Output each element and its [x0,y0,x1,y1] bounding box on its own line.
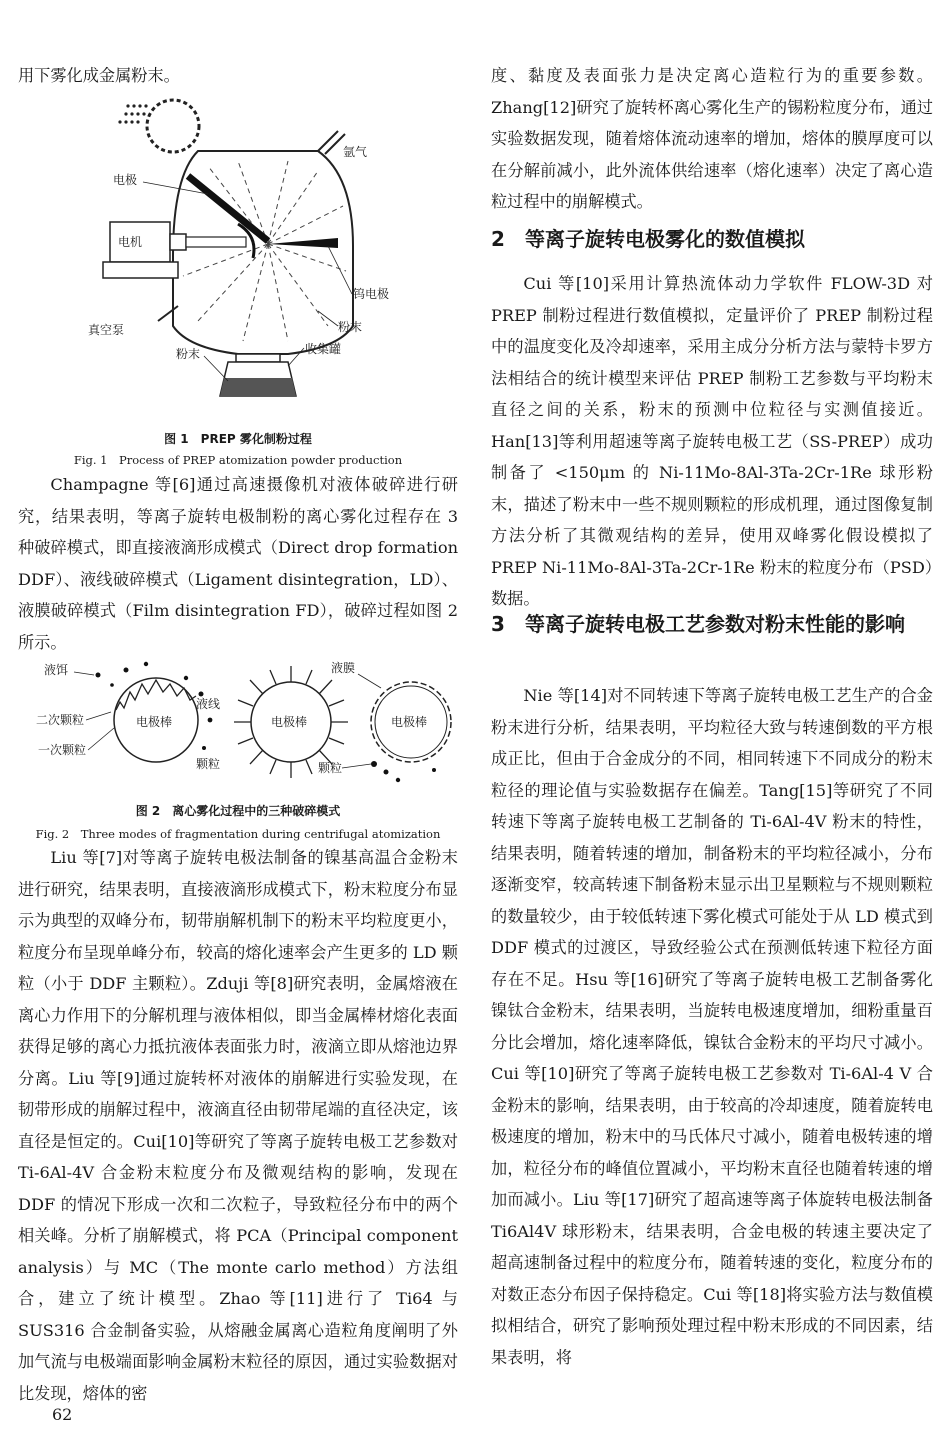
paragraph-intro-end: 用下雾化成金属粉末。 [18,66,180,85]
label-powder: 粉末 [338,320,363,334]
page-number: 62 [52,1405,73,1424]
label-powder-2: 粉末 [176,347,201,361]
label-ligament: 液线 [196,697,221,711]
label-tungsten: 钨电极 [353,287,390,301]
section-3-heading [491,607,950,641]
section-2-heading [491,222,933,256]
figure-2-caption-zh: 图 2 离心雾化过程中的三种破碎模式 [135,804,341,818]
label-film: 液膜 [331,661,356,675]
figure-2-fragmentation-modes [36,660,456,798]
paragraph-zhang: 度、黏度及表面张力是决定离心造粒行为的重要参数。Zhang[12]研究了旋转杯离心雾化生产的锡粉粒度分布，通过实验数据发现，随着熔体流动速率的增加，熔体的膜厚度可以在分解前减小，此外流体供给速率（熔化速率）决定了离心造粒过程中的崩解模式。 [491,66,933,211]
paragraph-cui-simulation: Cui 等[10]采用计算热流体动力学软件 FLOW-3D 对 PREP 制粉过程进行数值模拟，定量评价了 PREP 制粉过程中的温度变化及冷却速率，采用主成分分析方法与蒙特卡罗方法相结合的统计模型来评估 PREP 制粉工艺参数与平均粉末直径之间的关系，粉末的预测中位粒径与实测值接近。Han[13]等利用超速等离子旋转电极工艺（SS-PREP）成功制备了 <150μm 的 Ni-11Mo-8Al-3Ta-2Cr-1Re 球形粉末，描述了粉末中一些不规则颗粒的形成机理，通过图像复制方法分析了其微观结构的差异，使用双峰雾化假设模拟了 PREP Ni-11Mo-8Al-3Ta-2Cr-1Re 粉末的粒度分布（PSD）数据。 [491,274,933,608]
figure-1-prep-diagram [88,96,408,406]
section-2-number: 2 [491,227,505,251]
figure-1-caption-zh: 图 1 PREP 雾化制粉过程 [164,432,312,446]
label-particle-1: 颗粒 [196,757,221,771]
label-droplet: 液饵 [44,663,69,677]
section-3-number: 3 [491,612,505,636]
label-rod-3: 电极棒 [391,715,428,729]
section-3-title: 等离子旋转电极工艺参数对粉末性能的影响 [525,612,905,636]
figure-2-caption-en: Fig. 2 Three modes of fragmentation during centrifugal atomization [35,827,441,841]
label-secondary-particle: 二次颗粒 [36,713,85,727]
label-primary-particle: 一次颗粒 [38,743,87,757]
section-2-title: 等离子旋转电极雾化的数值模拟 [525,227,805,251]
label-collector: 收集罐 [305,342,342,356]
label-argon: 氩气 [343,145,368,159]
label-vacuum-pump: 真空泵 [88,323,125,337]
label-electrode: 电极 [113,173,138,187]
label-rod-1: 电极棒 [136,715,173,729]
label-particle-2: 颗粒 [318,761,343,775]
paragraph-nie: Nie 等[14]对不同转速下等离子旋转电极工艺生产的合金粉末进行分析，结果表明，平均粒径大致与转速倒数的平方根成正比，但由于合金成分的不同，相同转速下不同成分的粉末粒径的理论值与实验数据存在偏差。Tang[15]等研究了不同转速下等离子旋转电极工艺制备的 Ti-6Al-4V 粉末的特性，结果表明，随着转速的增加，制备粉末的平均粒径减小，分布逐渐变窄，较高转速下制备粉末显示出卫星颗粒与不规则颗粒的数量较少，由于较低转速下雾化模式可能处于从 LD 模式到 DDF 模式的过渡区，导致经验公式在预测低转速下粒径方面存在不足。Hsu 等[16]研究了等离子旋转电极工艺制备雾化镍钛合金粉末，结果表明，当旋转电极速度增加，细粉重量百分比会增加，熔化速率降低，镍钛合金粉末的平均尺寸减小。Cui 等[10]研究了等离子旋转电极工艺参数对 Ti-6Al-4 V 合金粉末的影响，结果表明，由于较高的冷却速度，随着旋转电极速度的增加，粉末中的马氏体尺寸减小，随着电极转速的增加，粒径分布的峰值位置减小，平均粉末直径也随着转速的增加而减小。Liu 等[17]研究了超高速等离子体旋转电极法制备 Ti6Al4V 球形粉末，结果表明，合金电极的转速主要决定了超高速制备过程中的粒度分布，随着转速的变化，粒度分布的对数正态分布因子保持稳定。Cui 等[18]将实验方法与数值模拟相结合，研究了影响预处理过程中粉末形成的不同因素，结果表明，将 [491,686,933,1367]
paragraph-champagne: Champagne 等[6]通过高速摄像机对液体破碎进行研究，结果表明，等离子旋转电极制粉的离心雾化过程存在 3 种破碎模式，即直接液滴形成模式（Direct drop formation DDF）、液线破碎模式（Ligament disintegration，LD）、液膜破碎模式（Film disintegration FD），破碎过程如图 2 所示。 [18,475,458,652]
figure-1-caption-en: Fig. 1 Process of PREP atomization powder production [73,453,403,467]
label-motor: 电机 [118,235,143,249]
paragraph-liu: Liu 等[7]对等离子旋转电极法制备的镍基高温合金粉末进行研究，结果表明，直接液滴形成模式下，粉末粒度分布显示为典型的双峰分布，韧带崩解机制下的粉末平均粒度更小，粒度分布呈现单峰分布，较高的熔化速率会产生更多的 LD 颗粒（小于 DDF 主颗粒）。Zduji 等[8]研究表明，金属熔液在离心力作用下的分解机理与液体相似，即当金属棒材熔化表面获得足够的离心力抵抗液体表面张力时，液滴立即从熔池边界分离。Liu 等[9]通过旋转杯对液体的崩解进行实验发现，在韧带形成的崩解过程中，液滴直径由韧带尾端的直径决定，该直径是恒定的。Cui[10]等研究了等离子旋转电极工艺参数对 Ti-6Al-4V 合金粉末粒度分布及微观结构的影响，发现在 DDF 的情况下形成一次和二次粒子，导致粒径分布中的两个相关峰。分析了崩解模式，将 PCA（Principal component analysis）与 MC（The monte carlo method）方法组合，建立了统计模型。Zhao 等[11]进行了 Ti64 与 SUS316 合金制备实验，从熔融金属离心造粒角度阐明了外加气流与电极端面影响金属粉末粒径的原因，通过实验数据对比发现，熔体的密 [18,848,458,1403]
label-rod-2: 电极棒 [271,715,308,729]
